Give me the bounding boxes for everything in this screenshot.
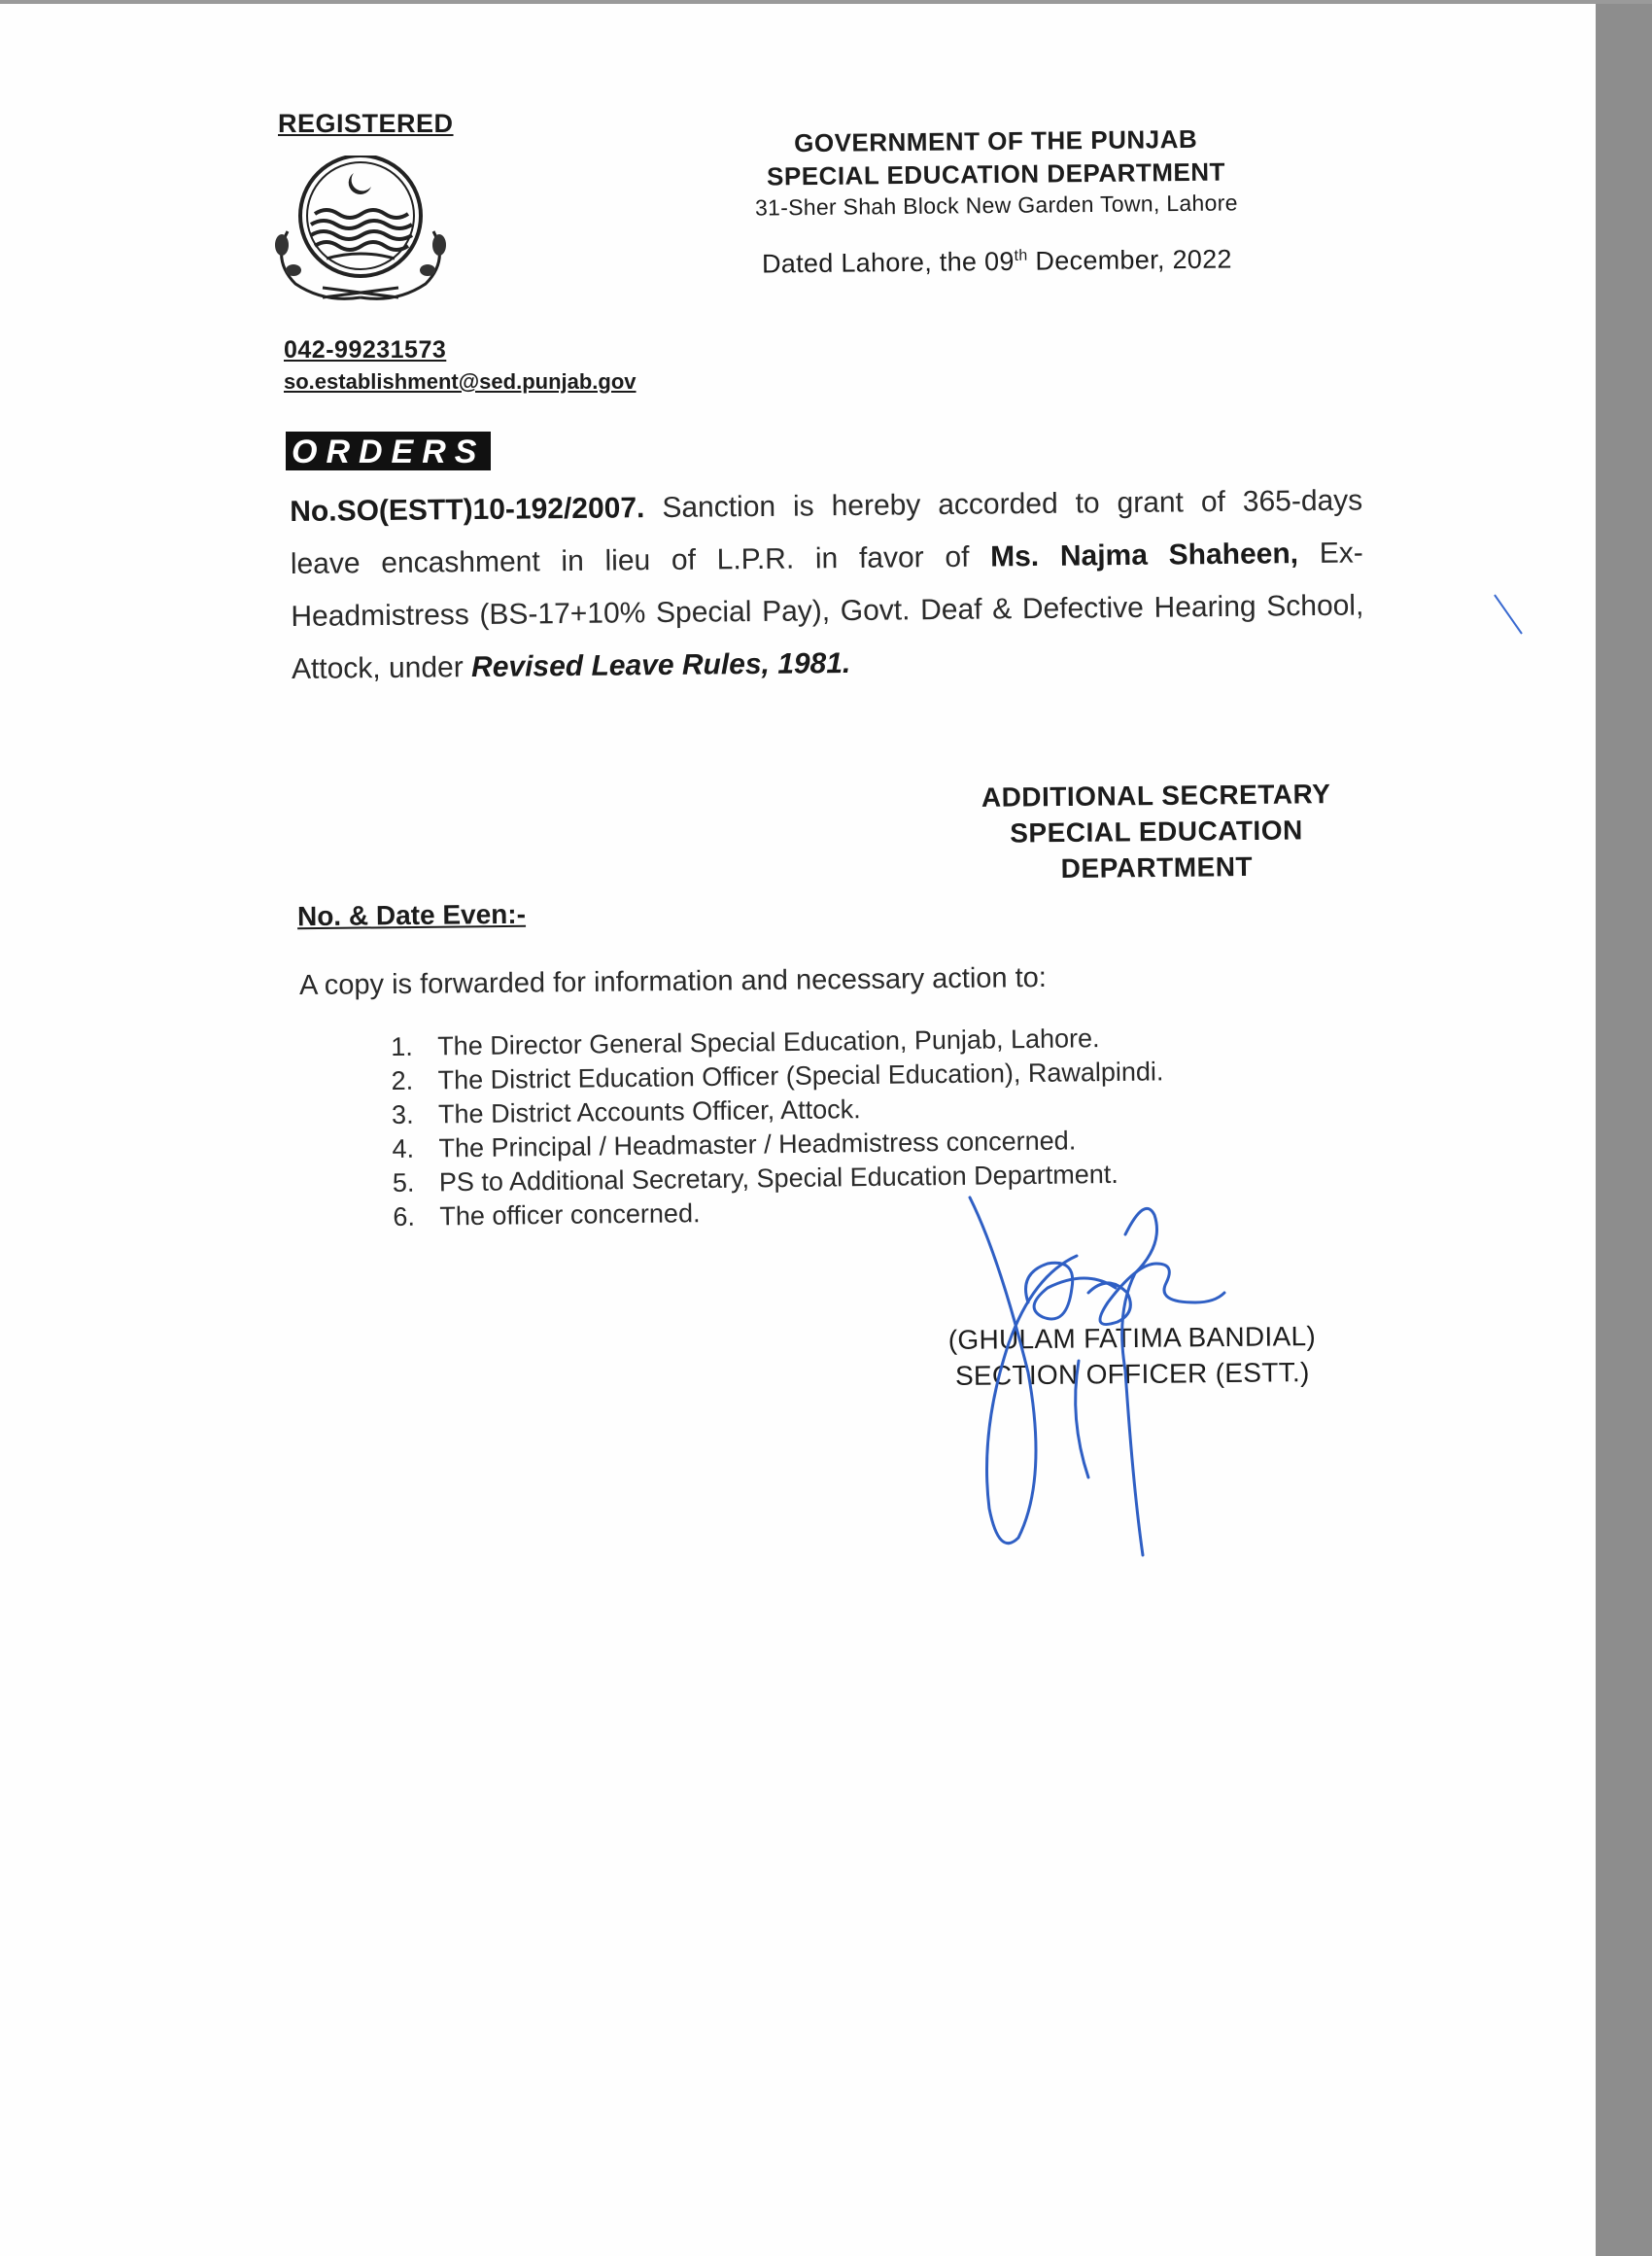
list-number: 3. bbox=[391, 1099, 414, 1129]
authority-line-2: SPECIAL EDUCATION bbox=[1010, 815, 1303, 849]
registered-label: REGISTERED bbox=[278, 109, 454, 138]
list-text: The District Education Officer (Special Education), Rawalpindi. bbox=[437, 1057, 1164, 1095]
list-number: 5. bbox=[392, 1167, 415, 1197]
list-number: 6. bbox=[393, 1201, 416, 1232]
rules-reference: Revised Leave Rules, 1981. bbox=[470, 646, 851, 684]
list-number: 2. bbox=[391, 1065, 414, 1095]
forwarding-intro: A copy is forwarded for information and necessary action to: bbox=[298, 961, 1048, 1002]
list-number: 1. bbox=[391, 1031, 413, 1061]
dated-suffix: December, 2022 bbox=[1027, 244, 1232, 276]
list-text: PS to Additional Secretary, Special Education Department. bbox=[438, 1159, 1119, 1197]
list-number: 4. bbox=[392, 1133, 415, 1163]
list-text: The officer concerned. bbox=[439, 1198, 701, 1232]
signature-strokes bbox=[970, 1197, 1224, 1555]
scan-edge bbox=[0, 0, 1652, 4]
list-text: The District Accounts Officer, Attock. bbox=[437, 1094, 861, 1129]
org-address: 31-Sher Shah Block New Garden Town, Lahore bbox=[754, 190, 1238, 221]
org-line-1: GOVERNMENT OF THE PUNJAB bbox=[793, 123, 1198, 158]
order-paragraph bbox=[290, 474, 1364, 696]
signatory-name: (GHULAM FATIMA BANDIAL) bbox=[947, 1321, 1317, 1355]
beneficiary-name: Ms. Najma Shaheen, bbox=[989, 538, 1299, 573]
email-address: so.establishment@sed.punjab.gov bbox=[284, 369, 637, 394]
authority-block bbox=[932, 776, 1380, 888]
order-text-1: Sanction is hereby accorded to grant of 365-days leave encashment in lieu of L.P.R. in favor of bbox=[290, 484, 1363, 580]
order-number: No.SO(ESTT)10-192/2007. bbox=[290, 492, 645, 528]
letterhead bbox=[719, 123, 1274, 222]
orders-heading: ORDERS bbox=[286, 432, 491, 470]
handwritten-signature bbox=[933, 1176, 1244, 1565]
authority-line-1: ADDITIONAL SECRETARY bbox=[981, 779, 1331, 813]
dated-prefix: Dated Lahore, the 09 bbox=[761, 246, 1015, 279]
stray-pen-mark bbox=[1493, 593, 1526, 638]
dated-line bbox=[762, 244, 1232, 279]
phone-number: 042-99231573 bbox=[284, 336, 447, 364]
order-text-2: Ex-Headmistress (BS-17+10% Special Pay), Govt. Deaf & Defective Hearing School, Attock, under bbox=[291, 537, 1364, 685]
list-text: The Director General Special Education, Punjab, Lahore. bbox=[437, 1024, 1100, 1061]
even-label: No. & Date Even:- bbox=[296, 898, 527, 932]
authority-line-3: DEPARTMENT bbox=[1060, 850, 1254, 885]
list-text: The Principal / Headmaster / Headmistress concerned. bbox=[438, 1126, 1077, 1163]
government-of-punjab-emblem-icon bbox=[264, 156, 457, 301]
signatory-designation: SECTION OFFICER (ESTT.) bbox=[954, 1357, 1310, 1391]
org-line-2: SPECIAL EDUCATION DEPARTMENT bbox=[766, 156, 1226, 191]
dated-sup: th bbox=[1014, 247, 1028, 264]
